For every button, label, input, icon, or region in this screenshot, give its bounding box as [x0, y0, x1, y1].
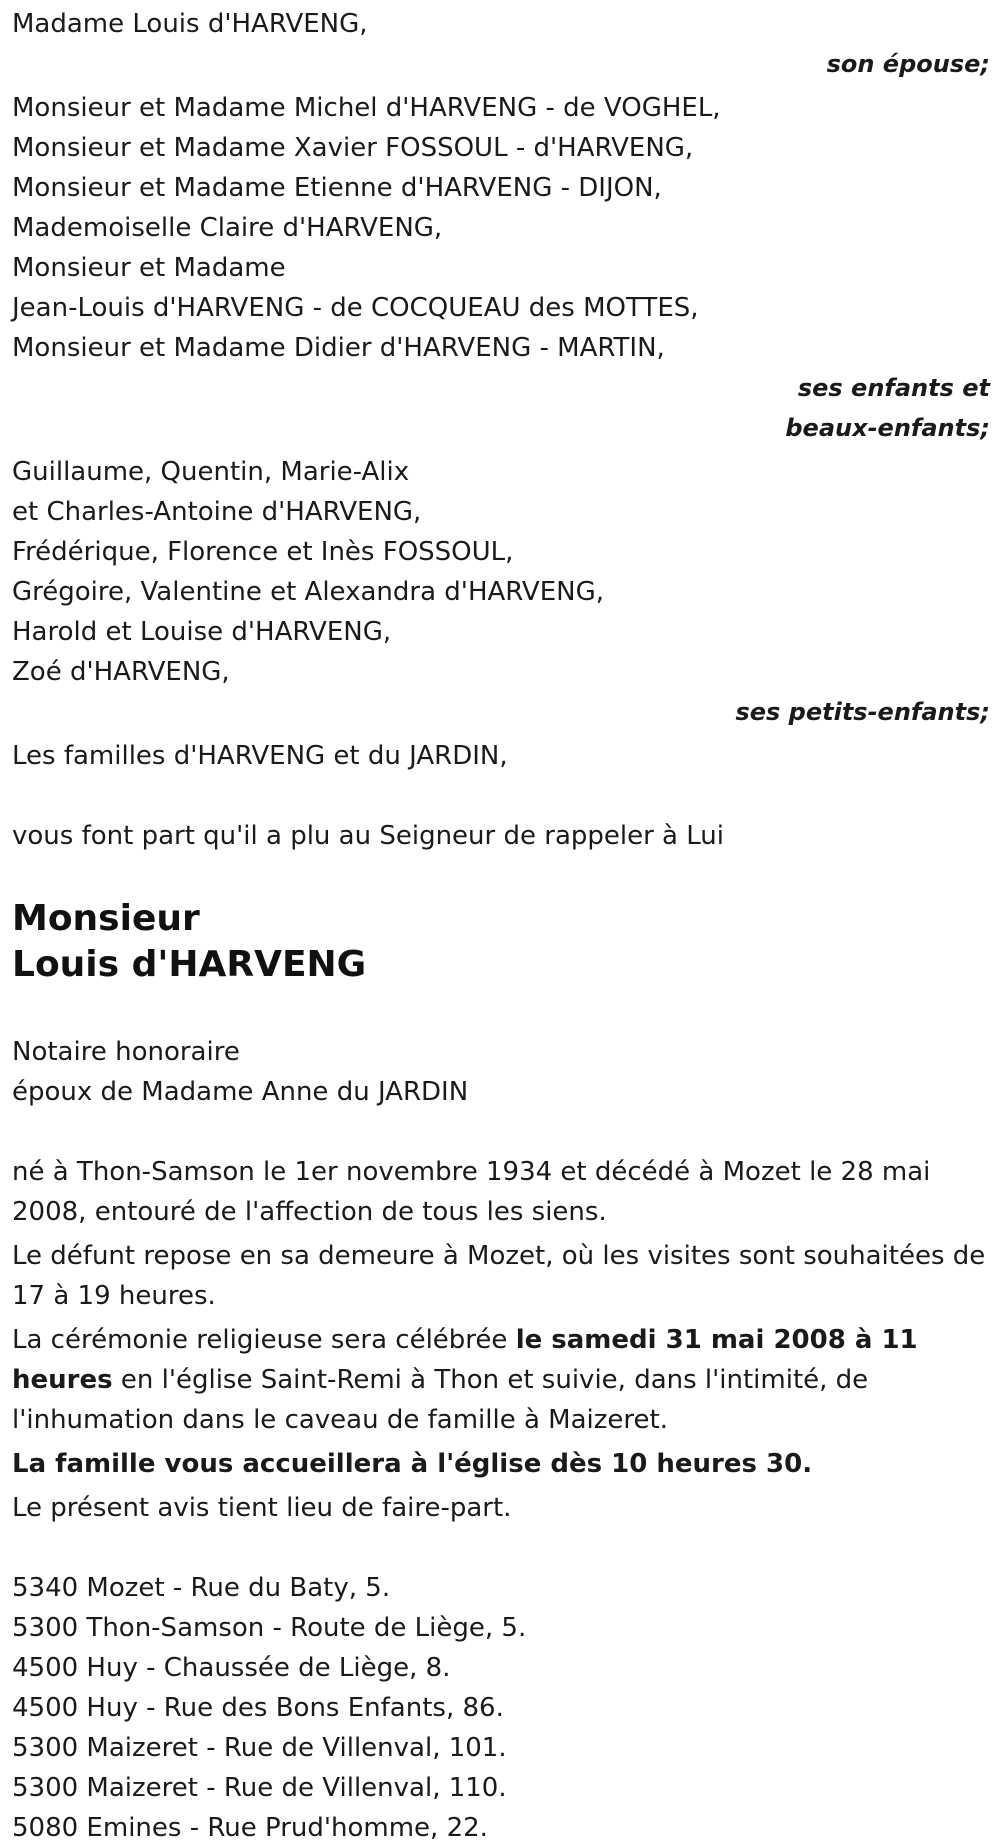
deceased-title: Monsieur [12, 898, 200, 939]
address-line: 5340 Mozet - Rue du Baty, 5. [12, 1573, 391, 1603]
grandchild-line: Grégoire, Valentine et Alexandra d'HARVENG, [12, 577, 604, 607]
child-line: Monsieur et Madame Michel d'HARVENG - de VOGHEL, [12, 93, 721, 123]
deceased-spouse-line: époux de Madame Anne du JARDIN [12, 1077, 469, 1107]
visits-paragraph: Le défunt repose en sa demeure à Mozet, où les visites sont souhaitées de 17 à 19 heures. [12, 1241, 986, 1311]
spouse-name: Madame Louis d'HARVENG, [12, 9, 368, 39]
spouse-role: son épouse; [826, 50, 990, 78]
grandchild-line: et Charles-Antoine d'HARVENG, [12, 497, 422, 527]
ceremony-paragraph [12, 1320, 992, 1440]
grandchild-line: Guillaume, Quentin, Marie-Alix [12, 457, 410, 487]
grandchildren-role: ses petits-enfants; [735, 698, 990, 726]
grandchild-line: Harold et Louise d'HARVENG, [12, 617, 392, 647]
address-line: 5300 Thon-Samson - Route de Liège, 5. [12, 1613, 527, 1643]
address-list [12, 1568, 1000, 1848]
deceased-occupation: Notaire honoraire [12, 1037, 240, 1067]
birth-death-paragraph: né à Thon-Samson le 1er novembre 1934 et décédé à Mozet le 28 mai 2008, entouré de l'affection de tous les siens. [12, 1157, 931, 1227]
child-line: Mademoiselle Claire d'HARVENG, [12, 213, 443, 243]
ceremony-intro: La cérémonie religieuse sera célébrée [12, 1325, 516, 1355]
notice-line: Le présent avis tient lieu de faire-part. [12, 1493, 512, 1523]
children-role-line2: beaux-enfants; [785, 414, 990, 442]
child-line: Jean-Louis d'HARVENG - de COCQUEAU des MOTTES, [12, 293, 699, 323]
grandchild-line: Zoé d'HARVENG, [12, 657, 230, 687]
deceased-name: Louis d'HARVENG [12, 944, 367, 985]
grandchild-line: Frédérique, Florence et Inès FOSSOUL, [12, 537, 514, 567]
deceased-name-block [12, 896, 1000, 988]
child-line: Monsieur et Madame Xavier FOSSOUL - d'HARVENG, [12, 133, 694, 163]
ceremony-date: le samedi 31 mai 2008 à 11 heures [12, 1325, 918, 1395]
children-role-line1: ses enfants et [797, 374, 990, 402]
address-line: 5080 Emines - Rue Prud'homme, 22. [12, 1813, 488, 1843]
children-list [12, 88, 1000, 368]
announcement-line: vous font part qu'il a plu au Seigneur de rappeler à Lui [12, 821, 724, 851]
child-line: Monsieur et Madame Didier d'HARVENG - MARTIN, [12, 333, 665, 363]
child-line: Monsieur et Madame Etienne d'HARVENG - DIJON, [12, 173, 662, 203]
address-line: 5300 Maizeret - Rue de Villenval, 101. [12, 1733, 507, 1763]
welcome-line: La famille vous accueillera à l'église dès 10 heures 30. [12, 1449, 813, 1479]
ceremony-rest: en l'église Saint-Remi à Thon et suivie, dans l'intimité, de l'inhumation dans le caveau de famille à Maizeret. [12, 1365, 869, 1435]
families-line: Les familles d'HARVENG et du JARDIN, [12, 741, 508, 771]
grandchildren-list [12, 452, 1000, 692]
address-line: 4500 Huy - Rue des Bons Enfants, 86. [12, 1693, 504, 1723]
address-line: 4500 Huy - Chaussée de Liège, 8. [12, 1653, 451, 1683]
address-line: 5300 Maizeret - Rue de Villenval, 110. [12, 1773, 507, 1803]
child-line: Monsieur et Madame [12, 253, 286, 283]
